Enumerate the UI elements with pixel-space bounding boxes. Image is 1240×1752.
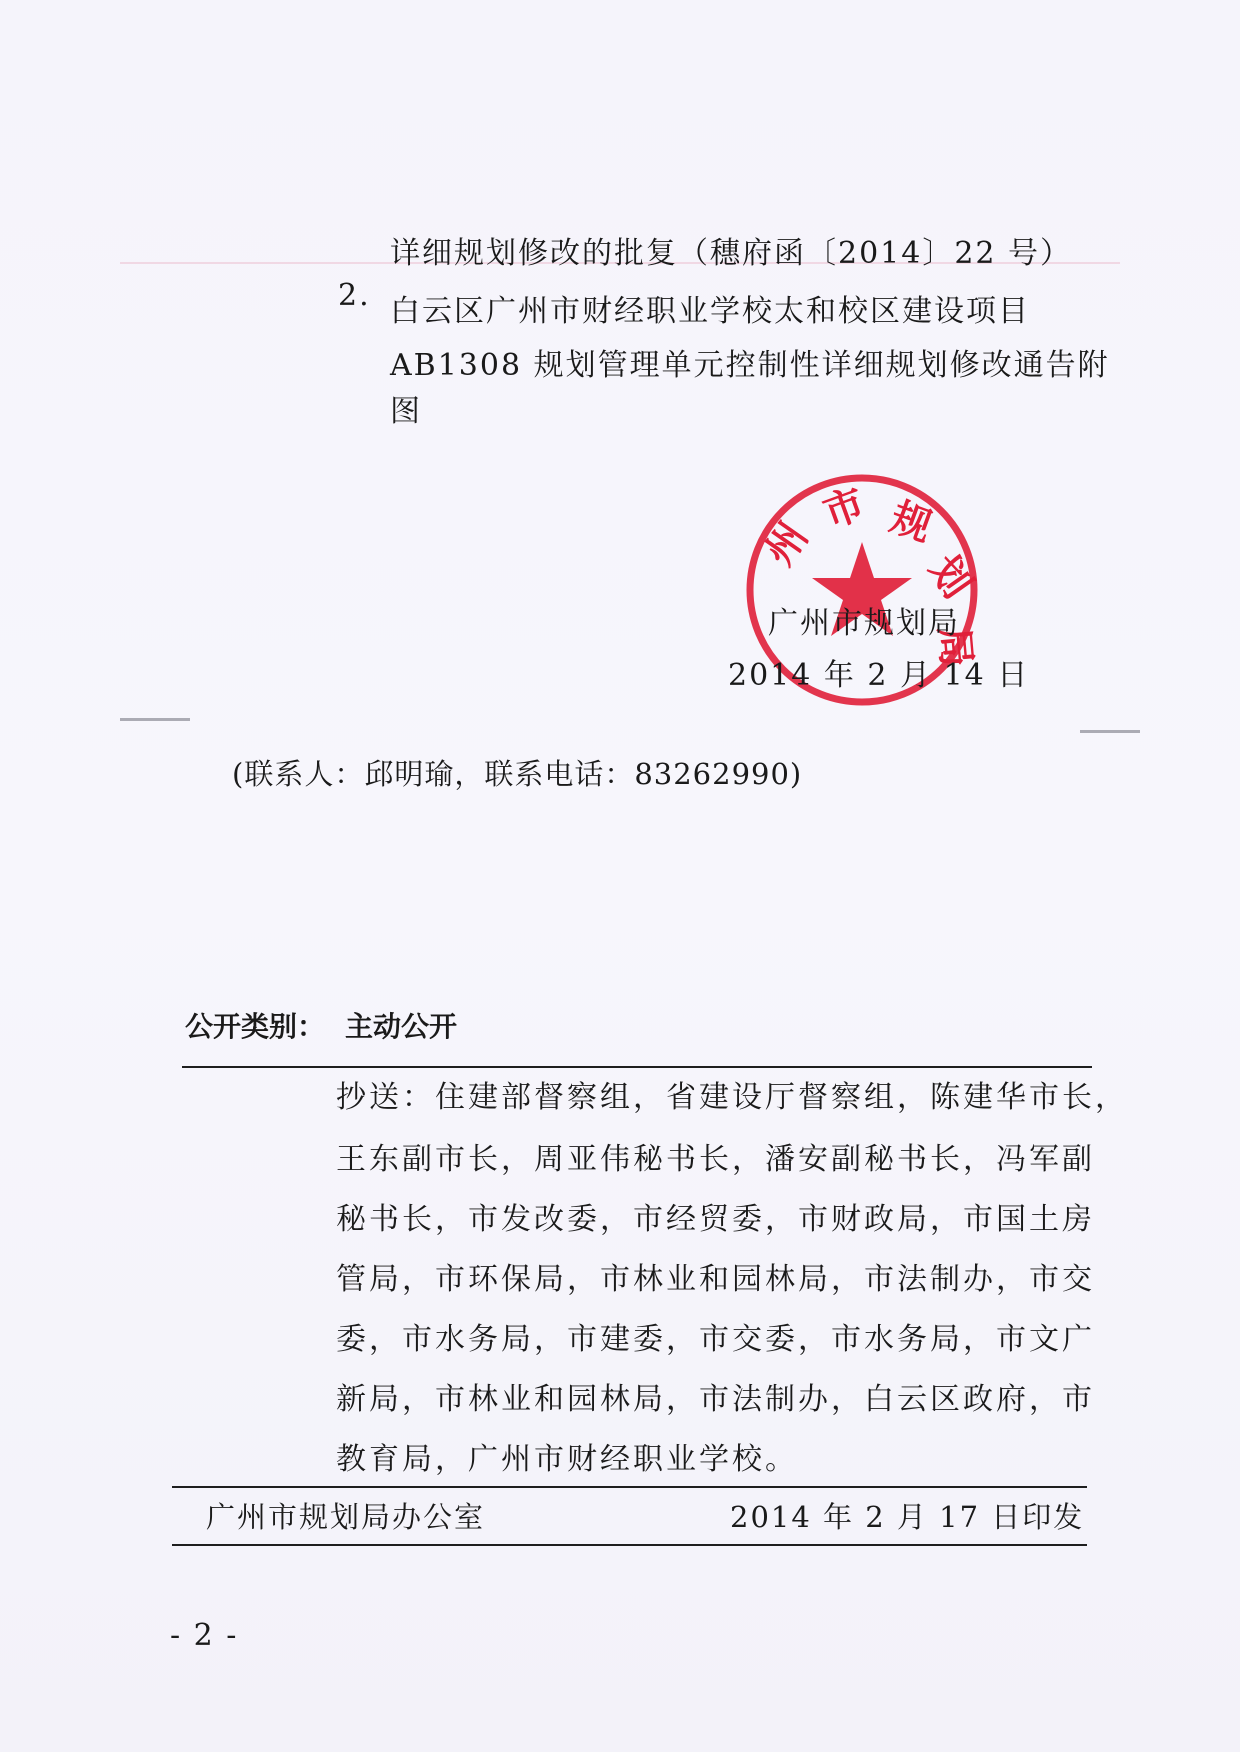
rule-bottom bbox=[172, 1544, 1087, 1546]
contact-info: (联系人：邱明瑜，联系电话：83262990) bbox=[232, 757, 803, 791]
cc-line-6: 新局，市林业和园林局，市法制办，白云区政府，市 bbox=[336, 1382, 1095, 1417]
scan-artifact-left bbox=[120, 718, 190, 721]
cc-line-7: 教育局，广州市财经职业学校。 bbox=[336, 1442, 798, 1477]
attachment-2-number: 2. bbox=[338, 278, 371, 313]
cc-line-5: 委，市水务局，市建委，市交委，市水务局，市文广 bbox=[336, 1322, 1095, 1357]
attachment-2-line1: 白云区广州市财经职业学校太和校区建设项目 bbox=[390, 294, 1030, 329]
cc-line-4: 管局，市环保局，市林业和园林局，市法制办，市交 bbox=[336, 1262, 1095, 1297]
seal-char-5: 局 bbox=[930, 624, 980, 669]
seal-char-3: 规 bbox=[884, 494, 938, 552]
seal-char-2: 市 bbox=[817, 480, 872, 538]
attachment-2-line2: AB1308 规划管理单元控制性详细规划修改通告附 bbox=[390, 348, 1110, 383]
page-number: - 2 - bbox=[170, 1618, 239, 1653]
signature-organization: 广州市规划局 bbox=[768, 606, 960, 641]
attachment-2-line3: 图 bbox=[390, 394, 422, 429]
rule-middle bbox=[172, 1486, 1087, 1488]
issuing-office: 广州市规划局办公室 bbox=[206, 1500, 486, 1534]
cc-line-1: 抄送：住建部督察组，省建设厅督察组，陈建华市长， bbox=[336, 1080, 1128, 1115]
seal-char-4: 划 bbox=[919, 547, 981, 607]
seal-char-1: 州 bbox=[756, 514, 818, 574]
disclosure-value: 主动公开 bbox=[345, 1010, 458, 1043]
scan-artifact-right bbox=[1080, 730, 1140, 733]
reply-reference-line: 详细规划修改的批复（穗府函〔2014〕22 号） bbox=[390, 236, 1073, 271]
disclosure-label: 公开类别： bbox=[185, 1010, 326, 1043]
rule-top bbox=[182, 1066, 1092, 1068]
signature-date: 2014 年 2 月 14 日 bbox=[728, 658, 1030, 693]
cc-line-3: 秘书长，市发改委，市经贸委，市财政局，市国土房 bbox=[336, 1202, 1095, 1237]
cc-line-2: 王东副市长，周亚伟秘书长，潘安副秘书长，冯军副 bbox=[336, 1142, 1095, 1177]
issue-date: 2014 年 2 月 17 日印发 bbox=[730, 1500, 1085, 1534]
